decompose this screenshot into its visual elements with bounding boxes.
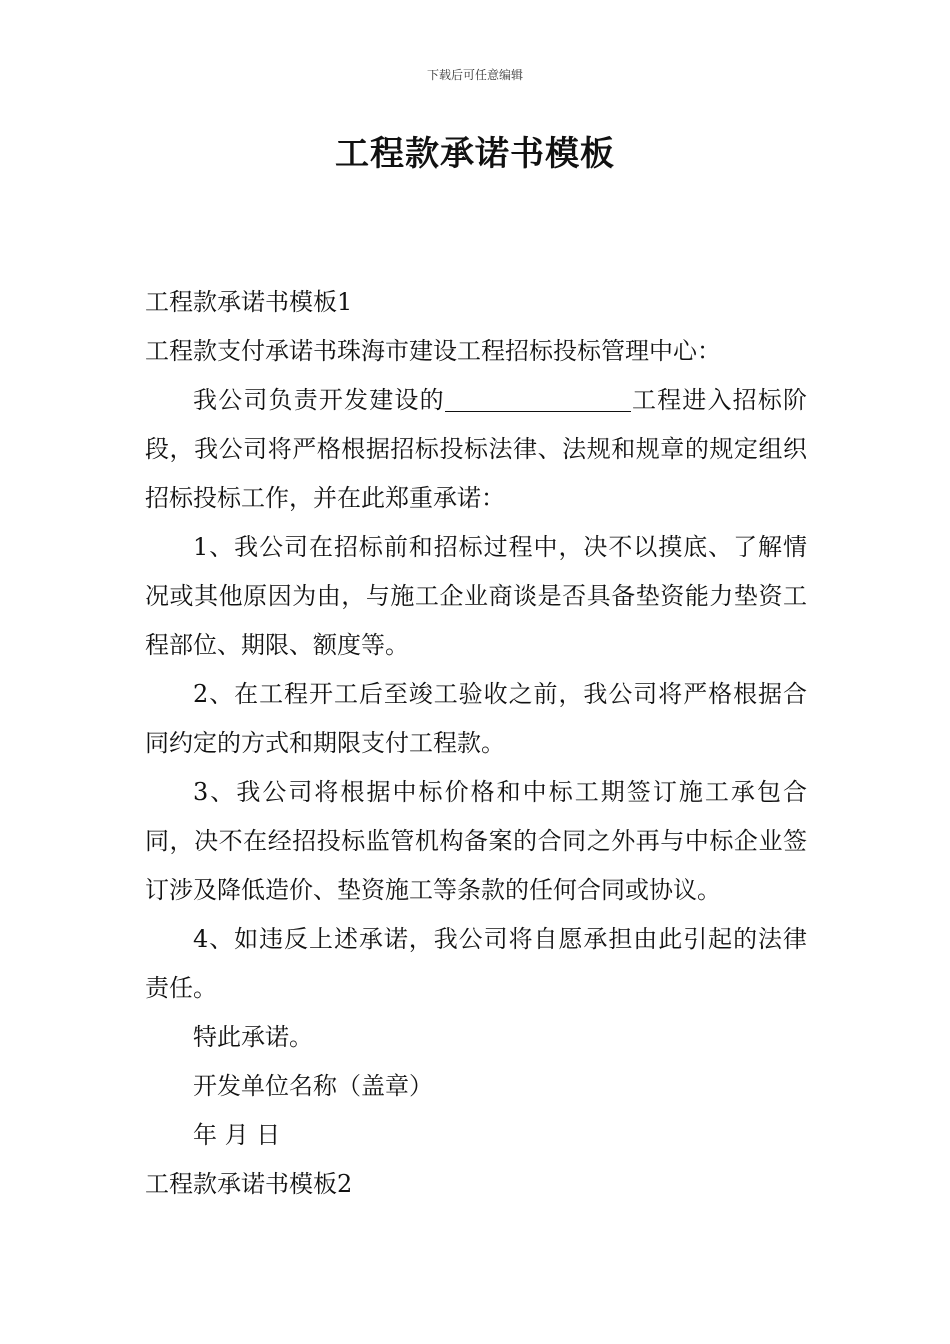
commitment-item-3: 3、我公司将根据中标价格和中标工期签订施工承包合同，决不在经招投标监管机构备案的合同之外再与中标企业签订涉及降低造价、垫资施工等条款的任何合同或协议。 bbox=[145, 778, 807, 904]
project-name-blank bbox=[445, 387, 631, 412]
document-body bbox=[145, 278, 807, 1209]
section-heading-1: 工程款承诺书模板1 bbox=[145, 288, 353, 316]
addressee-line: 工程款支付承诺书珠海市建设工程招标投标管理中心： bbox=[145, 337, 721, 365]
intro-paragraph bbox=[145, 376, 807, 523]
header-note: 下载后可任意编辑 bbox=[426, 68, 523, 82]
section-heading-2: 工程款承诺书模板2 bbox=[145, 1170, 353, 1198]
intro-text-before-blank: 我公司负责开发建设的 bbox=[193, 386, 445, 414]
document-title: 工程款承诺书模板 bbox=[335, 134, 615, 174]
commitment-item-2: 2、在工程开工后至竣工验收之前，我公司将严格根据合同约定的方式和期限支付工程款。 bbox=[145, 680, 807, 757]
date-line: 年 月 日 bbox=[193, 1121, 281, 1149]
intro-text-after-blank: 工程进入招标阶段，我公司将严格根据招标投标法律、法规和规章的规定组织招标投标工作，并在此郑重承诺： bbox=[145, 386, 808, 512]
signature-unit-line: 开发单位名称（盖章） bbox=[193, 1072, 433, 1100]
closing-line: 特此承诺。 bbox=[193, 1023, 313, 1051]
commitment-item-1: 1、我公司在招标前和招标过程中，决不以摸底、了解情况或其他原因为由，与施工企业商谈是否具备垫资能力垫资工程部位、期限、额度等。 bbox=[145, 533, 807, 659]
commitment-item-4: 4、如违反上述承诺，我公司将自愿承担由此引起的法律责任。 bbox=[145, 925, 807, 1002]
